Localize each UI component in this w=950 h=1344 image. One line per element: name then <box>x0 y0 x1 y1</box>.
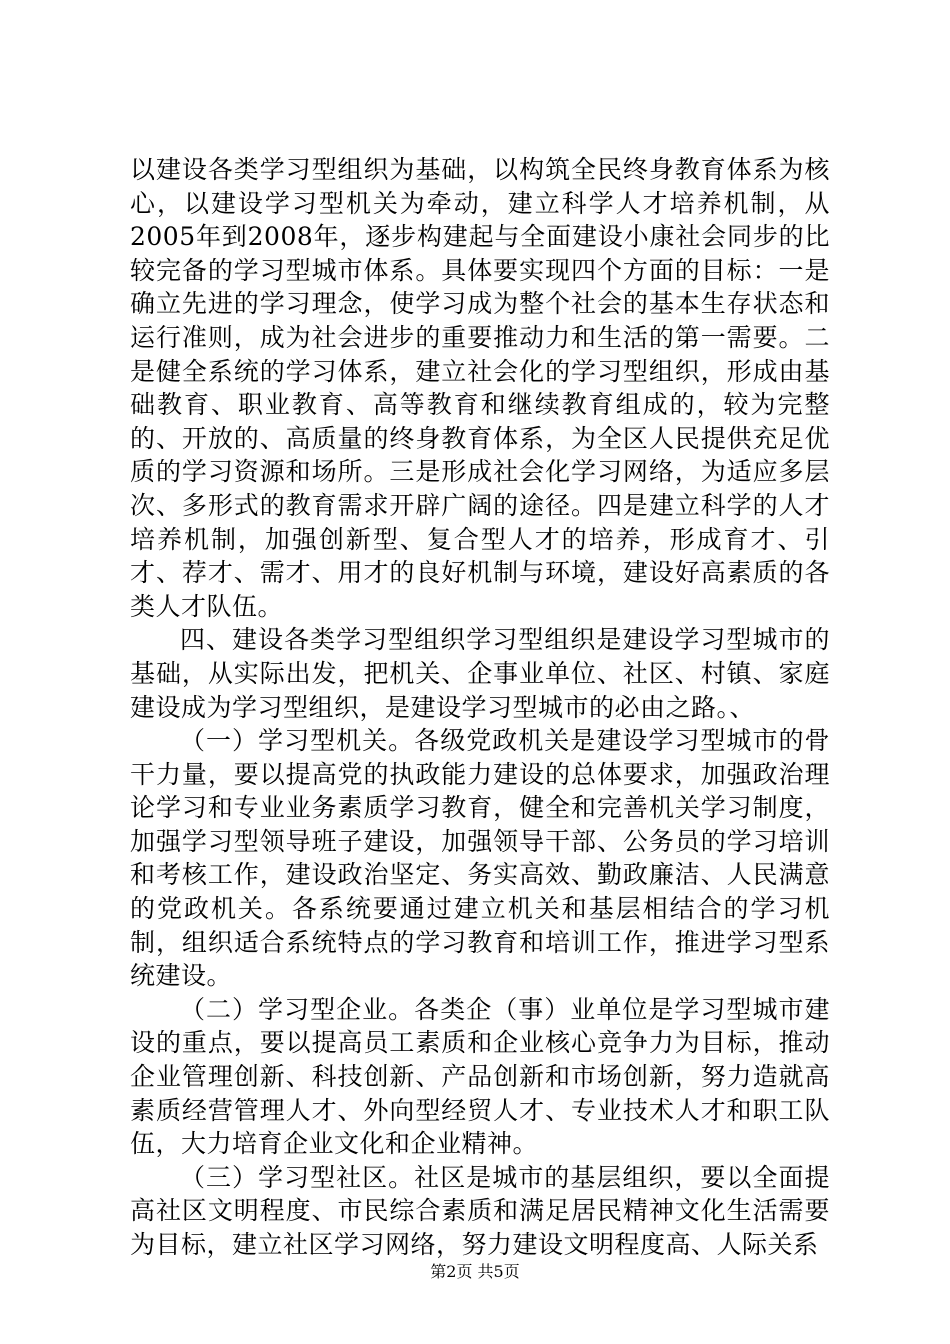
paragraph-learning-enterprises: （二）学习型企业。各类企（事）业单位是学习型城市建设的重点，要以提高员工素质和企业核心竞争力为目标，推动企业管理创新、科技创新、产品创新和市场创新，努力造就高素质经营管理人才、外向型经贸人才、专业技术人才和职工队伍，大力培育企业文化和企业精神。 <box>130 994 830 1159</box>
paragraph-learning-agencies: （一）学习型机关。各级党政机关是建设学习型城市的骨干力量，要以提高党的执政能力建设的总体要求，加强政治理论学习和专业业务素质学习教育，健全和完善机关学习制度，加强学习型领导班子建设，加强领导干部、公务员的学习培训和考核工作，建设政治坚定、务实高效、勤政廉洁、人民满意的党政机关。各系统要通过建立机关和基层相结合的学习机制，组织适合系统特点的学习教育和培训工作，推进学习型系统建设。 <box>130 726 830 991</box>
paragraph-goals: 以建设各类学习型组织为基础，以构筑全民终身教育体系为核心，以建设学习型机关为牵动，建立科学人才培养机制，从2005年到2008年，逐步构建起与全面建设小康社会同步的比较完备的学习型城市体系。具体要实现四个方面的目标：一是确立先进的学习理念，使学习成为整个社会的基本生存状态和运行准则，成为社会进步的重要推动力和生活的第一需要。二是健全系统的学习体系，建立社会化的学习型组织，形成由基础教育、职业教育、高等教育和继续教育组成的，较为完整的、开放的、高质量的终身教育体系，为全区人民提供充足优质的学习资源和场所。三是形成社会化学习网络，为适应多层次、多形式的教育需求开辟广阔的途径。四是建立科学的人才培养机制，加强创新型、复合型人才的培养，形成育才、引才、荐才、需才、用才的良好机制与环境，建设好高素质的各类人才队伍。 <box>130 155 830 621</box>
page-footer <box>0 1262 950 1282</box>
paragraph-section-four: 四、建设各类学习型组织学习型组织是建设学习型城市的基础，从实际出发，把机关、企事业单位、社区、村镇、家庭建设成为学习型组织，是建设学习型城市的必由之路。、 <box>130 625 830 722</box>
paragraph-learning-communities: （三）学习型社区。社区是城市的基层组织，要以全面提高社区文明程度、市民综合素质和满足居民精神文化生活需要为目标，建立社区学习网络，努力建设文明程度高、人际关系 <box>130 1162 830 1259</box>
document-body <box>130 153 830 1262</box>
page-number-label: 第2页 共5页 <box>430 1262 520 1281</box>
